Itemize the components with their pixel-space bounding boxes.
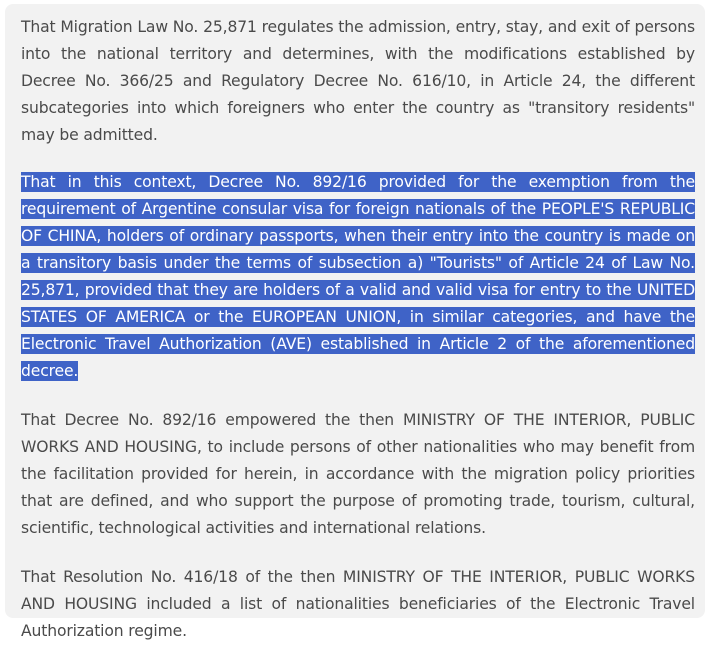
paragraph-decree-892-selected[interactable] <box>21 169 695 385</box>
paragraph-decree-empowerment <box>21 407 695 542</box>
paragraph-resolution-416 <box>21 564 695 645</box>
paragraph-text: That Migration Law No. 25,871 regulates the admission, entry, stay, and exit of persons into the national territory and determines, with the modifications established by Decree No. 366/25 and Regulatory Decree No. 616/10, in Article 24, the different subcategories into which foreigners who enter the country as "transitory residents" may be admitted. <box>21 18 695 144</box>
paragraph-text: That Resolution No. 416/18 of the then MINISTRY OF THE INTERIOR, PUBLIC WORKS AND HOUSING included a list of nationalities beneficiaries of the Electronic Travel Authorization regime. <box>21 568 695 640</box>
paragraph-migration-law <box>21 14 695 149</box>
selected-text[interactable]: That in this context, Decree No. 892/16 provided for the exemption from the requirement of Argentine consular visa for foreign nationals of the PEOPLE'S REPUBLIC OF CHINA, holders of ordinary passports, when their entry into the country is made on a transitory basis under the terms of subsection a) "Tourists" of Article 24 of Law No. 25,871, provided that they are holders of a valid and valid visa for entry to the UNITED STATES OF AMERICA or the EUROPEAN UNION, in similar categories, and have the Electronic Travel Authorization (AVE) established in Article 2 of the aforementioned decree. <box>21 173 695 380</box>
paragraph-text: That Decree No. 892/16 empowered the then MINISTRY OF THE INTERIOR, PUBLIC WORKS AND HOUSING, to include persons of other nationalities who may benefit from the facilitation provided for herein, in accordance with the migration policy priorities that are defined, and who support the purpose of promoting trade, tourism, cultural, scientific, technological activities and international relations. <box>21 411 695 537</box>
document-panel <box>5 4 705 640</box>
